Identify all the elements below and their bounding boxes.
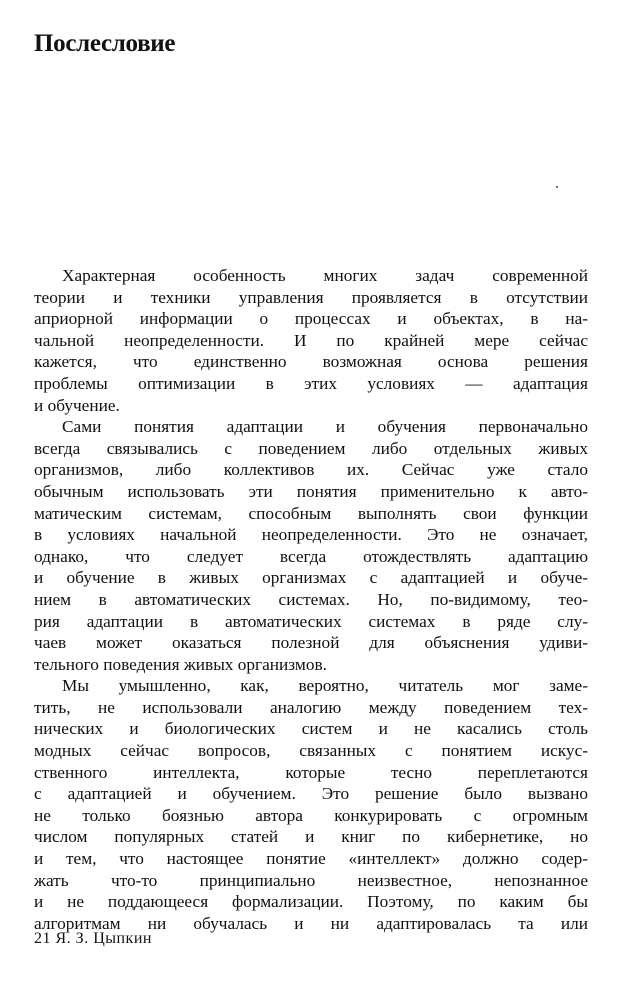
text-line: алгоритмам ни обучалась и ни адаптировалась та или [34, 913, 588, 933]
text-line: нических и биологических систем и не касались столь [34, 719, 588, 739]
body-text [34, 265, 588, 934]
text-line: тельного поведения живых организмов. [34, 654, 327, 674]
text-line: всегда связывались с поведением либо отдельных живых [34, 438, 588, 458]
text-line: и обучение в живых организмах с адаптацией и обуче- [34, 568, 588, 588]
text-line: с адаптацией и обучением. Это решение было вызвано [34, 784, 588, 804]
print-speck [556, 186, 558, 188]
text-line: числом популярных статей и книг по кибернетике, но [34, 827, 588, 847]
chapter-heading: Послесловие [34, 30, 176, 57]
text-line: чаев может оказаться полезной для объяснения удиви- [34, 633, 588, 653]
text-line: Мы умышленно, как, вероятно, читатель мог заме- [62, 676, 588, 696]
text-line: проблемы оптимизации в этих условиях — адаптация [34, 373, 588, 393]
text-line: Характерная особенность многих задач современной [62, 266, 588, 285]
text-line: и не поддающееся формализации. Поэтому, по каким бы [34, 892, 588, 912]
text-line: в условиях начальной неопределенности. Это не означает, [34, 525, 588, 545]
text-line: модных сейчас вопросов, связанных с понятием искус- [34, 741, 588, 761]
text-line: жать что-то принципиально неизвестное, непознанное [34, 870, 588, 890]
text-line: рия адаптации в автоматических системах в ряде слу- [34, 611, 588, 631]
text-line: априорной информации о процессах и объектах, в на- [34, 309, 588, 329]
text-line: и обучение. [34, 395, 120, 415]
text-line: Сами понятия адаптации и обучения первоначально [62, 417, 588, 437]
text-line: однако, что следует всегда отождествлять адаптацию [34, 546, 588, 566]
text-line: и тем, что настоящее понятие «интеллект» должно содер- [34, 849, 588, 869]
text-line: организмов, либо коллективов их. Сейчас уже стало [34, 460, 588, 480]
text-line: теории и техники управления проявляется в отсутствии [34, 287, 588, 307]
text-line: чальной неопределенности. И по крайней мере сейчас [34, 330, 588, 350]
text-line: кажется, что единственно возможная основа решения [34, 352, 588, 372]
text-line: ственного интеллекта, которые тесно переплетаются [34, 762, 588, 782]
text-line: матическим системам, способным выполнять свои функции [34, 503, 588, 523]
text-line: не только боязнью автора конкурировать с огромным [34, 805, 588, 825]
text-line: обычным использовать эти понятия применительно к авто- [34, 481, 588, 501]
text-line: тить, не использовали аналогию между поведением тех- [34, 697, 588, 717]
page-footer-signature: 21 Я. З. Цыпкин [34, 930, 152, 947]
text-line: нием в автоматических системах. Но, по-видимому, тео- [34, 589, 588, 609]
